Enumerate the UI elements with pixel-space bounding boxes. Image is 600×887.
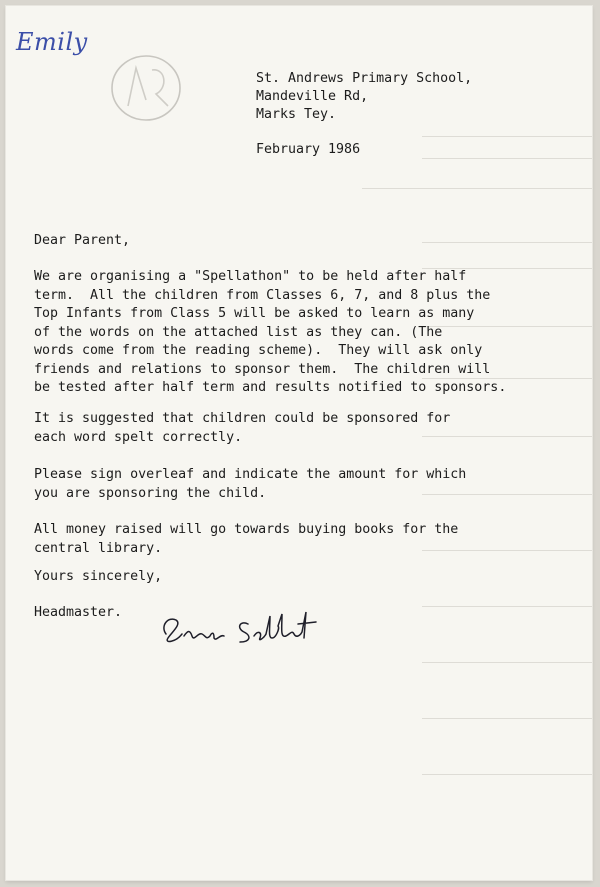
show-through-line xyxy=(362,188,592,189)
show-through-line xyxy=(422,606,592,607)
paragraph-line: words come from the reading scheme). They will ask only xyxy=(34,343,483,358)
salutation: Dear Parent, xyxy=(34,233,131,248)
show-through-line xyxy=(422,326,592,327)
signatory-title: Headmaster. xyxy=(34,605,123,620)
show-through-line xyxy=(422,136,592,137)
show-through-line xyxy=(422,436,592,437)
show-through-line xyxy=(422,242,592,243)
show-through-line xyxy=(422,718,592,719)
paragraph-line: We are organising a "Spellathon" to be held after half xyxy=(34,269,467,284)
paragraph-line: term. All the children from Classes 6, 7, and 8 plus the xyxy=(34,287,491,303)
address-line-3: Marks Tey. xyxy=(256,107,337,122)
paragraph-line: of the words on the attached list as they can. (The xyxy=(34,324,443,340)
paragraph-line: you are sponsoring the child. xyxy=(34,485,267,501)
show-through-line xyxy=(422,158,592,159)
show-through-line xyxy=(422,774,592,775)
signature xyxy=(154,606,354,651)
show-through-line xyxy=(422,662,592,663)
paragraph-line: Please sign overleaf and indicate the amount for which xyxy=(34,467,467,482)
address-line-1: St. Andrews Primary School, xyxy=(256,71,473,86)
paragraph-line: central library. xyxy=(34,540,163,556)
letter-sheet xyxy=(6,6,592,880)
handwritten-name: Emily xyxy=(16,28,88,56)
paragraph-line: Top Infants from Class 5 will be asked to learn as many xyxy=(34,306,475,321)
paragraph-line: All money raised will go towards buying books for the xyxy=(34,522,459,537)
paragraph-line: be tested after half term and results notified to sponsors. xyxy=(34,380,507,395)
show-through-line xyxy=(422,494,592,495)
paragraph-line: It is suggested that children could be sponsored for xyxy=(34,411,451,426)
pencil-circle-mark xyxy=(106,48,186,128)
letter-date: February 1986 xyxy=(256,142,361,157)
address-line-2: Mandeville Rd, xyxy=(256,89,369,104)
paragraph-line: each word spelt correctly. xyxy=(34,429,243,445)
closing: Yours sincerely, xyxy=(34,569,163,584)
show-through-line xyxy=(422,550,592,551)
paragraph-line: friends and relations to sponsor them. The children will xyxy=(34,361,491,377)
